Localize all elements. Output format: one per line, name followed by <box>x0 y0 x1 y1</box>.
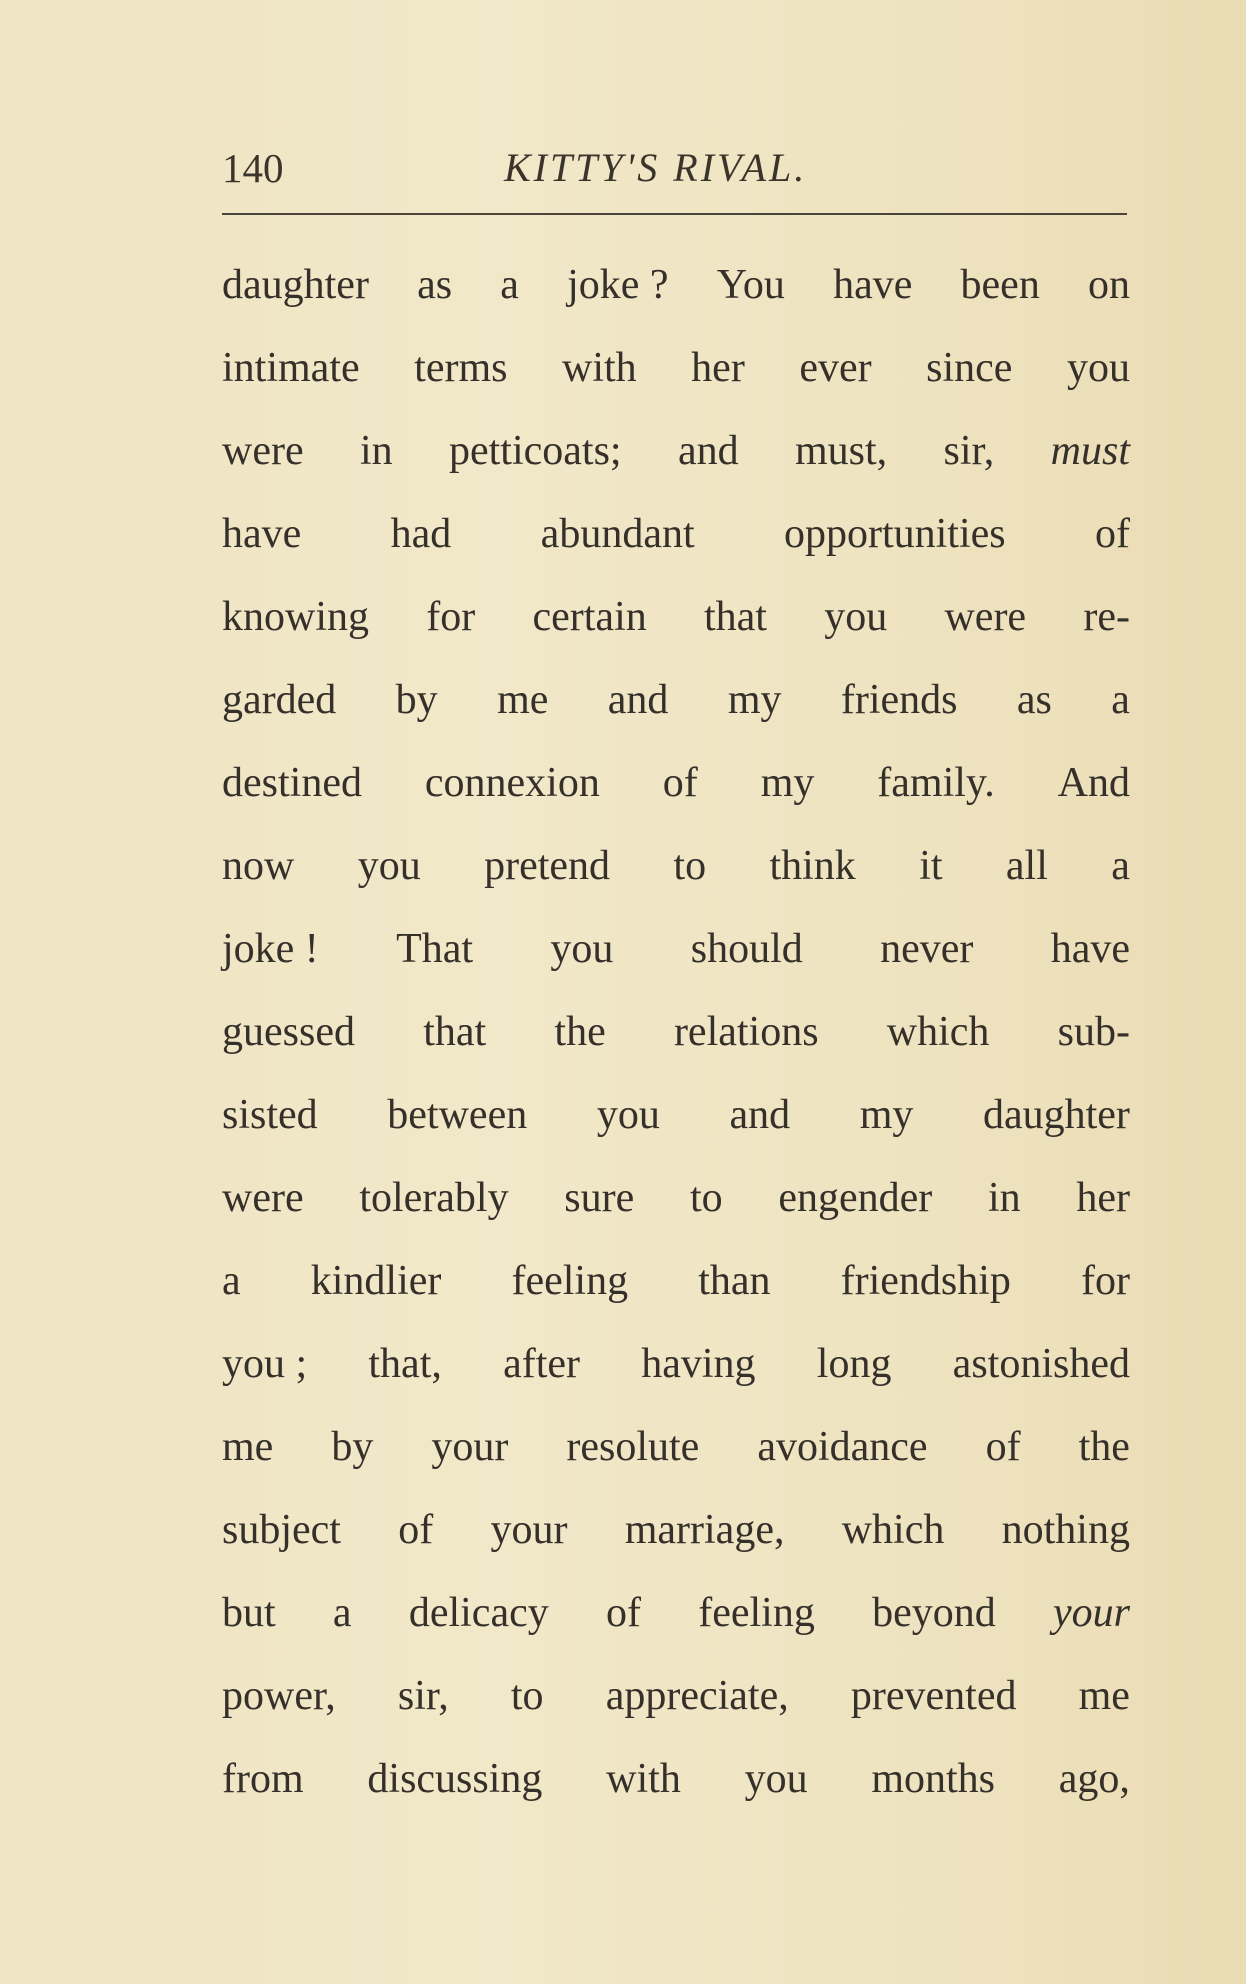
word: re- <box>1083 594 1130 640</box>
word: which <box>841 1507 945 1553</box>
word: have <box>1050 926 1130 972</box>
word: of <box>662 760 698 806</box>
word: the <box>1078 1424 1130 1470</box>
word: connexion <box>424 760 600 806</box>
word: as <box>417 262 453 308</box>
word: abundant <box>540 511 695 557</box>
word: joke ? <box>567 262 669 308</box>
word: sir, <box>943 428 995 474</box>
word: have <box>222 511 302 557</box>
word: tolerably <box>359 1175 509 1221</box>
word: on <box>1088 262 1130 308</box>
word: avoidance <box>757 1424 928 1470</box>
word: my <box>727 677 782 723</box>
word: feeling <box>698 1590 815 1636</box>
word: you <box>550 926 614 972</box>
word: astonished <box>952 1341 1130 1387</box>
word: months <box>871 1756 996 1802</box>
word: you <box>744 1756 808 1802</box>
word: you <box>1066 345 1130 391</box>
word: to <box>673 843 707 889</box>
word: a <box>332 1590 352 1636</box>
word: friends <box>840 677 958 723</box>
word: relations <box>673 1009 819 1055</box>
word: now <box>222 843 295 889</box>
word: That <box>396 926 474 972</box>
page-number: 140 <box>222 145 284 191</box>
word: must, <box>794 428 888 474</box>
word: that <box>423 1009 487 1055</box>
word: by <box>331 1424 374 1470</box>
word: of <box>985 1424 1021 1470</box>
word: prevented <box>850 1673 1017 1719</box>
text-line <box>222 493 1130 576</box>
word: you <box>357 843 421 889</box>
word: daughter <box>982 1092 1130 1138</box>
word: never <box>880 926 974 972</box>
word: had <box>390 511 452 557</box>
word: after <box>503 1341 581 1387</box>
word: in <box>987 1175 1021 1221</box>
word: terms <box>414 345 508 391</box>
word: my <box>760 760 815 806</box>
word: for <box>426 594 476 640</box>
text-line <box>222 576 1130 659</box>
word: me <box>497 677 549 723</box>
word: and <box>607 677 669 723</box>
text-line <box>222 1157 1130 1240</box>
word: You <box>716 262 785 308</box>
word: for <box>1080 1258 1130 1304</box>
word: sure <box>564 1175 635 1221</box>
word: daughter <box>222 262 369 308</box>
word: a <box>1111 677 1130 723</box>
word: destined <box>222 760 362 806</box>
word: her <box>691 345 745 391</box>
page-header <box>222 138 1127 198</box>
word: power, <box>222 1673 336 1719</box>
text-line <box>222 1074 1130 1157</box>
word: must <box>1050 428 1130 474</box>
word: knowing <box>222 594 369 640</box>
word: that <box>703 594 767 640</box>
word: marriage, <box>624 1507 785 1553</box>
word: than <box>698 1258 771 1304</box>
word: since <box>926 345 1013 391</box>
word: a <box>500 262 519 308</box>
word: with <box>606 1756 681 1802</box>
word: feeling <box>511 1258 629 1304</box>
word: certain <box>532 594 647 640</box>
word: you ; <box>222 1341 308 1387</box>
running-title: KITTY'S RIVAL. <box>504 145 808 190</box>
text-line <box>222 1489 1130 1572</box>
word: by <box>395 677 438 723</box>
word: were <box>222 428 304 474</box>
word: petticoats; <box>448 428 622 474</box>
word: opportunities <box>783 511 1006 557</box>
word: pretend <box>484 843 611 889</box>
text-line <box>222 1655 1130 1738</box>
body-text <box>222 244 1130 1821</box>
header-rule <box>222 213 1127 215</box>
word: as <box>1016 677 1052 723</box>
text-line <box>222 1738 1130 1821</box>
text-line <box>222 659 1130 742</box>
word: ago, <box>1058 1756 1130 1802</box>
word: intimate <box>222 345 360 391</box>
word: think <box>769 843 856 889</box>
word: it <box>919 843 943 889</box>
word: joke ! <box>222 926 319 972</box>
word: my <box>859 1092 914 1138</box>
text-line <box>222 410 1130 493</box>
word: me <box>1078 1673 1130 1719</box>
word: ever <box>799 345 872 391</box>
word: and <box>677 428 739 474</box>
word: me <box>222 1424 274 1470</box>
text-line <box>222 244 1130 327</box>
word: from <box>222 1756 304 1802</box>
text-line <box>222 825 1130 908</box>
word: kindlier <box>310 1258 442 1304</box>
word: were <box>222 1175 304 1221</box>
word: subject <box>222 1507 341 1553</box>
word: between <box>387 1092 528 1138</box>
word: discussing <box>367 1756 543 1802</box>
word: with <box>561 345 637 391</box>
word: guessed <box>222 1009 355 1055</box>
word: long <box>816 1341 892 1387</box>
word: beyond <box>872 1590 996 1636</box>
word: engender <box>778 1175 933 1221</box>
word: a <box>222 1258 241 1304</box>
word: sub- <box>1057 1009 1130 1055</box>
text-line <box>222 1323 1130 1406</box>
word: you <box>824 594 888 640</box>
word: garded <box>222 677 337 723</box>
word: your <box>490 1507 568 1553</box>
text-line <box>222 1240 1130 1323</box>
word: of <box>1095 511 1130 557</box>
word: in <box>359 428 393 474</box>
word: that, <box>368 1341 442 1387</box>
word: all <box>1005 843 1048 889</box>
text-line <box>222 908 1130 991</box>
word: having <box>641 1341 756 1387</box>
word: of <box>605 1590 641 1636</box>
word: nothing <box>1001 1507 1130 1553</box>
word: were <box>944 594 1027 640</box>
word: family. <box>877 760 995 806</box>
word: but <box>222 1590 276 1636</box>
word: of <box>398 1507 434 1553</box>
word: the <box>554 1009 606 1055</box>
word: sisted <box>222 1092 318 1138</box>
word: friendship <box>840 1258 1011 1304</box>
word: delicacy <box>408 1590 549 1636</box>
text-line <box>222 1406 1130 1489</box>
word: appreciate, <box>605 1673 789 1719</box>
text-line <box>222 742 1130 825</box>
word: your <box>1053 1590 1130 1636</box>
word: should <box>690 926 803 972</box>
text-line <box>222 1572 1130 1655</box>
word: been <box>960 262 1040 308</box>
word: And <box>1057 760 1130 806</box>
text-line <box>222 991 1130 1074</box>
word: to <box>510 1673 544 1719</box>
word: to <box>689 1175 723 1221</box>
word: sir, <box>397 1673 449 1719</box>
word: which <box>886 1009 990 1055</box>
word: resolute <box>566 1424 700 1470</box>
word: you <box>596 1092 660 1138</box>
word: a <box>1111 843 1130 889</box>
word: have <box>833 262 913 308</box>
word: her <box>1076 1175 1130 1221</box>
text-line <box>222 327 1130 410</box>
word: and <box>729 1092 791 1138</box>
word: your <box>431 1424 509 1470</box>
